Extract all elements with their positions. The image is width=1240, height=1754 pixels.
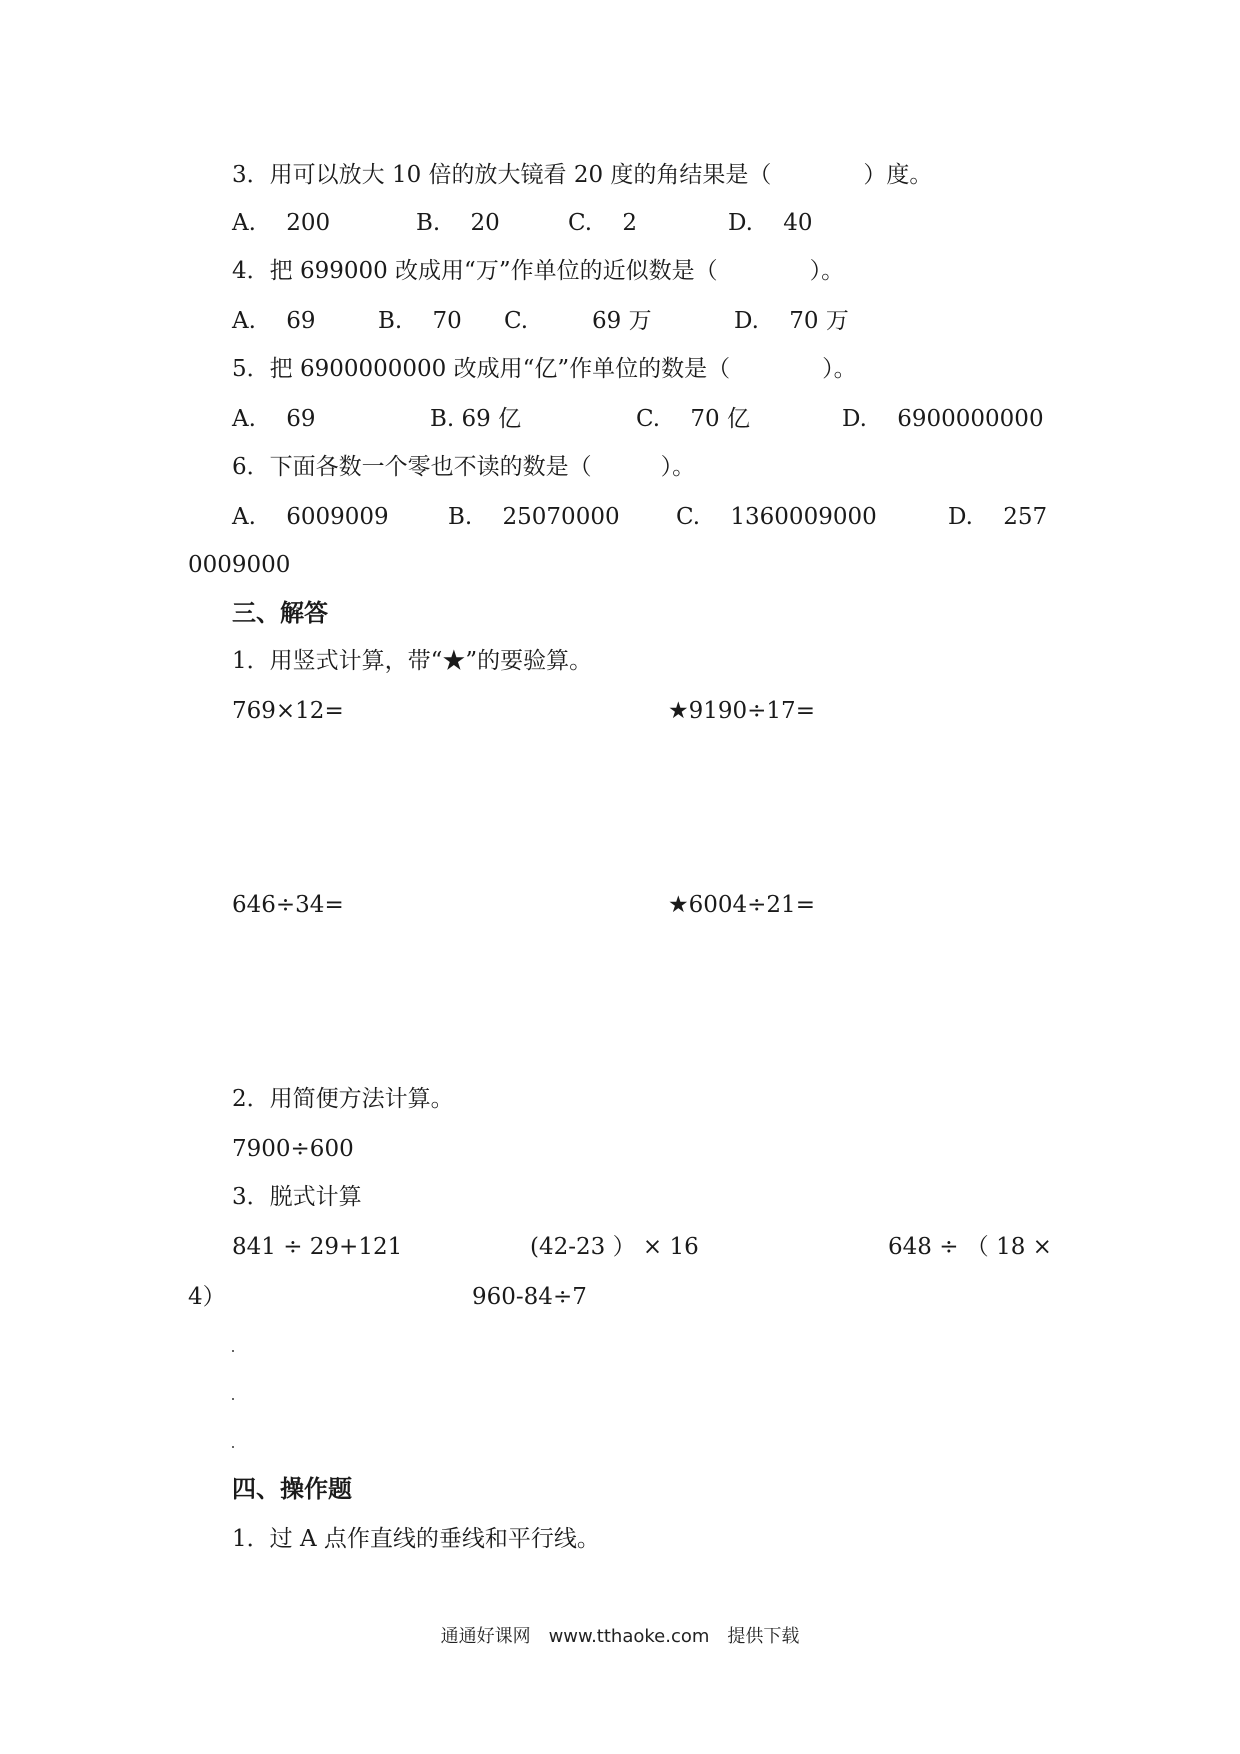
q6-option-d: D. 257 xyxy=(948,504,1048,530)
s3-p1-stem: 1．用竖式计算，带“★”的要验算。 xyxy=(232,648,593,674)
q6-option-b: B. 25070000 xyxy=(448,504,620,530)
q4-option-a: A. 69 xyxy=(232,308,316,334)
q3-option-a: A. 200 xyxy=(232,210,331,236)
q5-option-c: C. 70 亿 xyxy=(636,406,750,432)
q6-option-c: C. 1360009000 xyxy=(676,504,877,530)
q5-stem: 5．把 6900000000 改成用“亿”作单位的数是（ ）。 xyxy=(232,356,857,382)
s3-p1-expr-3: 646÷34= xyxy=(232,892,344,918)
q4-option-d: D. 70 万 xyxy=(734,308,849,334)
section-4-title: 四、操作题 xyxy=(232,1474,352,1503)
s3-p1-expr-1: 769×12= xyxy=(232,698,344,724)
s3-p2-stem: 2．用简便方法计算。 xyxy=(232,1086,454,1112)
q5-option-b: B. 69 亿 xyxy=(430,406,522,432)
q3-option-b: B. 20 xyxy=(416,210,500,236)
q4-option-c: C. xyxy=(504,308,529,334)
q6-option-a: A. 6009009 xyxy=(232,504,389,530)
page-footer: 通通好课网 www.tthaoke.com 提供下载 xyxy=(440,1626,800,1647)
q4-stem: 4．把 699000 改成用“万”作单位的近似数是（ ）。 xyxy=(232,258,845,284)
q3-option-c: C. 2 xyxy=(568,210,638,236)
q5-option-d: D. 6900000000 xyxy=(842,406,1044,432)
q3-option-d: D. 40 xyxy=(728,210,813,236)
margin-dot xyxy=(232,1398,234,1400)
s3-p3-expr-2: (42-23 ） × 16 xyxy=(530,1234,699,1260)
margin-dot xyxy=(232,1350,234,1352)
q6-option-d-wrap: 0009000 xyxy=(188,552,291,578)
s3-p3-stem: 3．脱式计算 xyxy=(232,1184,362,1210)
s3-p1-expr-2: ★9190÷17= xyxy=(668,698,815,724)
q3-stem: 3．用可以放大 10 倍的放大镜看 20 度的角结果是（ ）度。 xyxy=(232,162,933,188)
margin-dot xyxy=(232,1446,234,1448)
s4-p1-stem: 1．过 A 点作直线的垂线和平行线。 xyxy=(232,1526,600,1552)
section-3-title: 三、解答 xyxy=(232,598,328,627)
q4-option-c-value: 69 万 xyxy=(592,308,652,334)
q6-stem: 6．下面各数一个零也不读的数是（ ）。 xyxy=(232,454,696,480)
q4-option-b: B. 70 xyxy=(378,308,462,334)
s3-p2-expr: 7900÷600 xyxy=(232,1136,354,1162)
s3-p1-expr-4: ★6004÷21= xyxy=(668,892,815,918)
s3-p3-expr-1: 841 ÷ 29+121 xyxy=(232,1234,403,1260)
q5-option-a: A. 69 xyxy=(232,406,316,432)
s3-p3-expr-3-wrap: 4） xyxy=(188,1284,226,1310)
s3-p3-expr-3: 648 ÷ （ 18 × xyxy=(888,1234,1052,1260)
s3-p3-expr-4: 960-84÷7 xyxy=(472,1284,587,1310)
